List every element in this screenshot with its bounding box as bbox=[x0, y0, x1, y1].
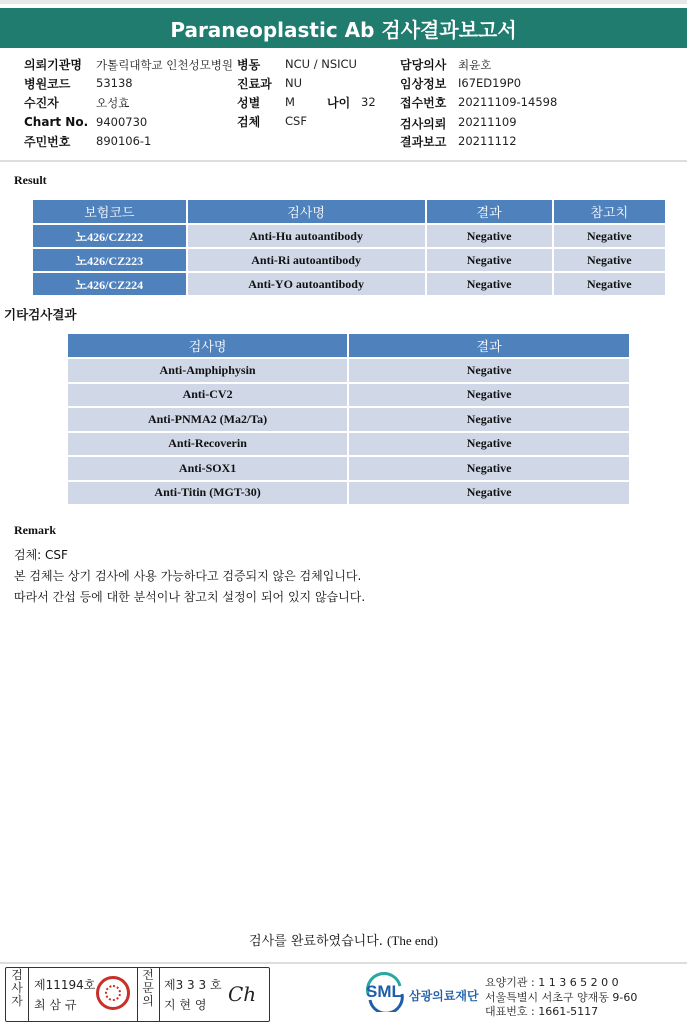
test-name: Anti-Titin (MGT-30) bbox=[67, 481, 348, 506]
clinical-label: 임상정보 bbox=[400, 77, 447, 91]
hospital-value: 가톨릭대학교 인천성모병원 bbox=[96, 58, 233, 72]
other-tests-title: 기타검사결과 bbox=[4, 307, 77, 322]
test-name: Anti-CV2 bbox=[67, 383, 348, 408]
reference-value: Negative bbox=[553, 224, 666, 248]
col-header: 검사명 bbox=[67, 333, 348, 358]
test-result: Negative bbox=[348, 432, 630, 457]
inspector-name: 최 삼 규 bbox=[34, 998, 77, 1012]
official-seal-icon bbox=[96, 976, 130, 1010]
end-text-en: (The end) bbox=[387, 933, 438, 948]
specimen-value: CSF bbox=[285, 114, 307, 128]
doctor-label: 담당의사 bbox=[400, 58, 447, 72]
col-header: 참고치 bbox=[553, 199, 666, 224]
chart-label: Chart No. bbox=[24, 115, 89, 129]
table-row bbox=[67, 383, 630, 408]
dept-label: 진료과 bbox=[237, 77, 272, 91]
table-row bbox=[32, 248, 666, 272]
age-value: 32 bbox=[361, 95, 376, 109]
address: 서울특별시 서초구 양재동 9-60 bbox=[485, 991, 638, 1004]
id-value: 890106-1 bbox=[96, 134, 152, 148]
receipt-value: 20211109-14598 bbox=[458, 95, 558, 109]
divider bbox=[28, 968, 29, 1021]
inspector-license: 제11194호 bbox=[34, 978, 96, 992]
report-title: Paraneoplastic Ab 검사결과보고서 bbox=[0, 8, 687, 48]
table-row bbox=[32, 224, 666, 248]
result-header-row bbox=[32, 199, 666, 224]
table-row bbox=[67, 407, 630, 432]
confirmer-label-text: 전 문 의 bbox=[142, 968, 154, 1008]
other-header-row bbox=[67, 333, 630, 358]
test-name: Anti-YO autoantibody bbox=[187, 272, 426, 296]
test-name: Anti-SOX1 bbox=[67, 456, 348, 481]
report-label: 결과보고 bbox=[400, 135, 447, 149]
test-name: Anti-Amphiphysin bbox=[67, 358, 348, 383]
ward-label: 병동 bbox=[237, 58, 261, 72]
test-result: Negative bbox=[348, 407, 630, 432]
table-row bbox=[32, 272, 666, 296]
result-table bbox=[31, 198, 667, 297]
test-name: Anti-PNMA2 (Ma2/Ta) bbox=[67, 407, 348, 432]
logo-wordmark: SML bbox=[366, 982, 402, 1001]
col-header: 결과 bbox=[348, 333, 630, 358]
col-header: 검사명 bbox=[187, 199, 426, 224]
sex-value: M bbox=[285, 95, 295, 109]
end-text-ko: 검사를 완료하였습니다. bbox=[249, 934, 383, 949]
ward-value: NCU / NSICU bbox=[285, 57, 357, 71]
remark-title: Remark bbox=[14, 523, 56, 537]
test-name: Anti-Recoverin bbox=[67, 432, 348, 457]
hospcode-value: 53138 bbox=[96, 76, 133, 90]
patient-label: 수진자 bbox=[24, 96, 59, 110]
test-result: Negative bbox=[348, 456, 630, 481]
test-result: Negative bbox=[426, 224, 553, 248]
confirmer-license: 제3 3 3 호 bbox=[164, 978, 222, 992]
other-tests-table bbox=[66, 332, 631, 506]
table-row bbox=[67, 358, 630, 383]
col-header: 보험코드 bbox=[32, 199, 187, 224]
confirmer-label bbox=[139, 969, 157, 1008]
insurance-code: 노426/CZ222 bbox=[32, 224, 187, 248]
remark-line: 본 검체는 상기 검사에 사용 가능하다고 검증되지 않은 검체입니다. bbox=[14, 569, 362, 583]
test-result: Negative bbox=[348, 481, 630, 506]
test-result: Negative bbox=[348, 383, 630, 408]
remark-line: 따라서 간섭 등에 대한 분석이나 참고치 설정이 되어 있지 않습니다. bbox=[14, 590, 366, 604]
top-rule bbox=[0, 0, 687, 4]
signature-box bbox=[5, 967, 270, 1022]
remark-line: 검체: CSF bbox=[14, 548, 68, 562]
hospital-label: 의뢰기관명 bbox=[24, 58, 82, 72]
doctor-value: 최윤호 bbox=[458, 58, 492, 72]
end-statement bbox=[0, 930, 687, 949]
table-row bbox=[67, 481, 630, 506]
hospcode-label: 병원코드 bbox=[24, 77, 71, 91]
receipt-label: 접수번호 bbox=[400, 96, 447, 110]
request-label: 검사의뢰 bbox=[400, 117, 447, 131]
request-value: 20211109 bbox=[458, 115, 517, 129]
clinical-value: I67ED19P0 bbox=[458, 76, 522, 90]
divider bbox=[159, 968, 160, 1021]
inspector-label bbox=[8, 969, 26, 1008]
header-divider bbox=[0, 160, 687, 162]
dept-value: NU bbox=[285, 76, 303, 90]
org-name: 삼광의료재단 bbox=[409, 989, 479, 1003]
table-row bbox=[67, 432, 630, 457]
test-name: Anti-Ri autoantibody bbox=[187, 248, 426, 272]
reference-value: Negative bbox=[553, 272, 666, 296]
signature: Ch bbox=[228, 982, 257, 1006]
inspector-label-text: 검 사 자 bbox=[11, 968, 23, 1008]
phone: 대표번호 : 1661-5117 bbox=[485, 1005, 599, 1018]
footer-divider bbox=[0, 962, 687, 964]
insurance-code: 노426/CZ224 bbox=[32, 272, 187, 296]
table-row bbox=[67, 456, 630, 481]
col-header: 결과 bbox=[426, 199, 553, 224]
test-result: Negative bbox=[348, 358, 630, 383]
report-value: 20211112 bbox=[458, 134, 517, 148]
test-result: Negative bbox=[426, 272, 553, 296]
patient-value: 오성효 bbox=[96, 96, 130, 110]
id-label: 주민번호 bbox=[24, 135, 71, 149]
sex-label: 성별 bbox=[237, 96, 261, 110]
provider-code: 요양기관 : 1 1 3 6 5 2 0 0 bbox=[485, 976, 619, 989]
test-result: Negative bbox=[426, 248, 553, 272]
age-label: 나이 bbox=[327, 96, 351, 110]
result-title: Result bbox=[14, 173, 47, 187]
test-name: Anti-Hu autoantibody bbox=[187, 224, 426, 248]
confirmer-name: 지 현 영 bbox=[164, 998, 207, 1012]
specimen-label: 검체 bbox=[237, 115, 261, 129]
insurance-code: 노426/CZ223 bbox=[32, 248, 187, 272]
divider bbox=[137, 968, 138, 1021]
chart-value: 9400730 bbox=[96, 115, 148, 129]
reference-value: Negative bbox=[553, 248, 666, 272]
